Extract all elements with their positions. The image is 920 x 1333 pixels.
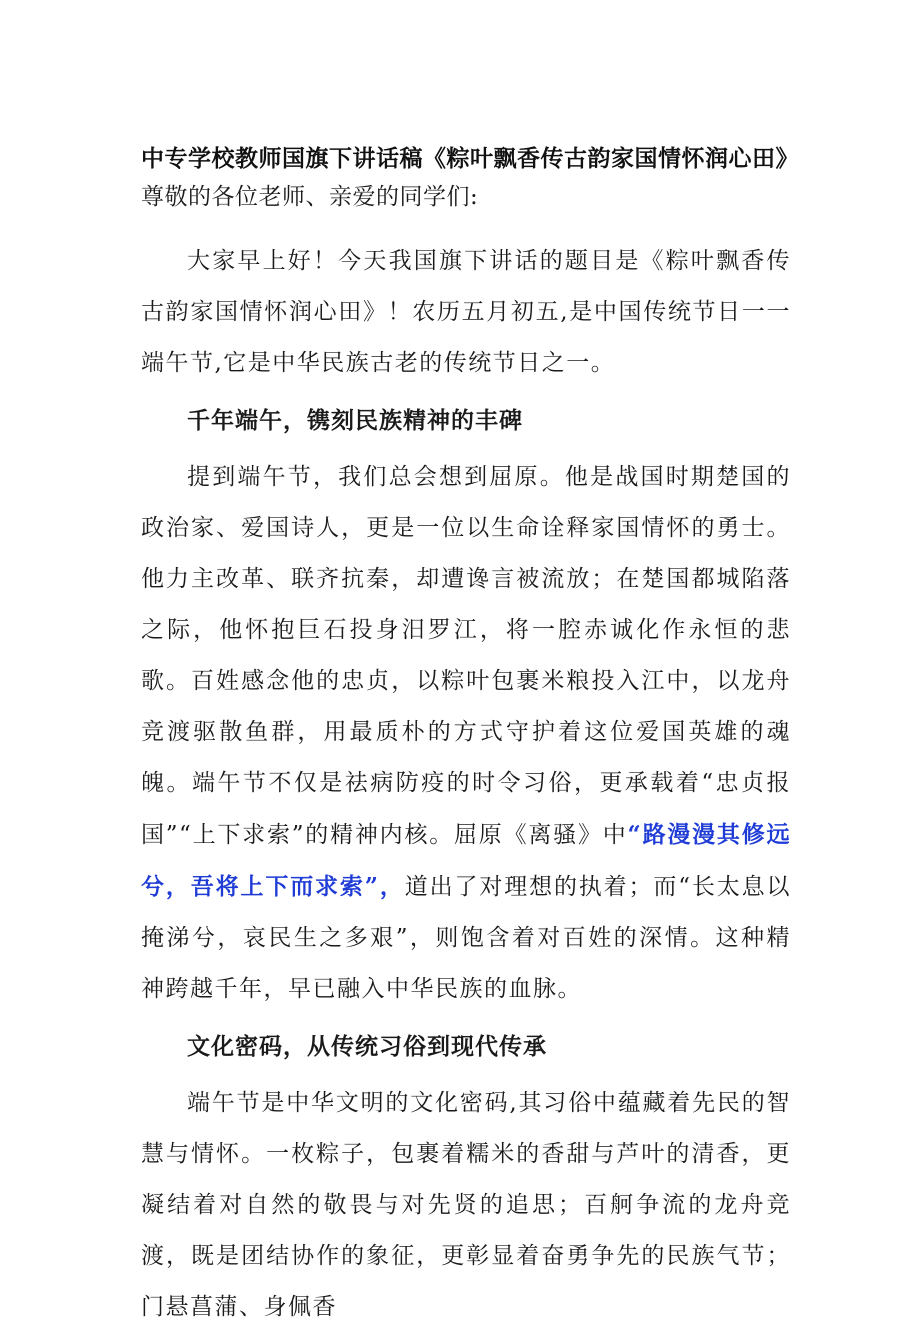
section-heading-2: 文化密码，从传统习俗到现代传承 <box>187 1033 547 1060</box>
section-heading-1: 千年端午，镌刻民族精神的丰碑 <box>187 407 523 434</box>
greeting-paragraph: 大家早上好！今天我国旗下讲话的题目是《粽叶飘香传古韵家国情怀润心田》！农历五月初五,是中国传统节日一一端午节,它是中华民族古老的传统节日之一。 <box>141 248 791 376</box>
paragraph-culture: 端午节是中华文明的文化密码,其习俗中蕴藏着先民的智慧与情怀。一枚粽子，包裹着糯米的香甜与芦叶的清香，更凝结着对自然的敬畏与对先贤的追思；百舸争流的龙舟竞渡，既是团结协作的象征，更彰显着奋勇争先的民族气节；门悬菖蒲、身佩香 <box>141 1090 791 1320</box>
paragraph-qu-yuan-text-after: 道出了对理想的执着；而“长太息以掩涕兮，哀民生之多艰”，则饱含着对百姓的深情。这种精神跨越千年，早已融入中华民族的血脉。 <box>141 874 791 1002</box>
li-sao-quote: “路漫漫其修远兮，吾将上下而求索”， <box>141 821 792 900</box>
document-title-line <box>141 140 799 216</box>
paragraph-qu-yuan-text-before: 提到端午节，我们总会想到屈原。他是战国时期楚国的政治家、爱国诗人，更是一位以生命诠释家国情怀的勇士。他力主改革、联齐抗秦，却遭谗言被流放；在楚国都城陷落之际，他怀抱巨石投身汨罗江，将一腔赤诚化作永恒的悲歌。百姓感念他的忠贞，以粽叶包裹米粮投入江中，以龙舟竞渡驱散鱼群，用最质朴的方式守护着这位爱国英雄的魂魄。端午节不仅是祛病防疫的时令习俗，更承载着“忠贞报国”“上下求索”的精神内核。屈原《离骚》中 <box>141 464 791 848</box>
document-body <box>141 140 799 1333</box>
salutation: 尊敬的各位老师、亲爱的同学们: <box>141 184 479 210</box>
paragraph-qu-yuan <box>141 452 791 1015</box>
document-title: 中专学校教师国旗下讲话稿《粽叶飘香传古韵家国情怀润心田》 <box>141 145 799 172</box>
